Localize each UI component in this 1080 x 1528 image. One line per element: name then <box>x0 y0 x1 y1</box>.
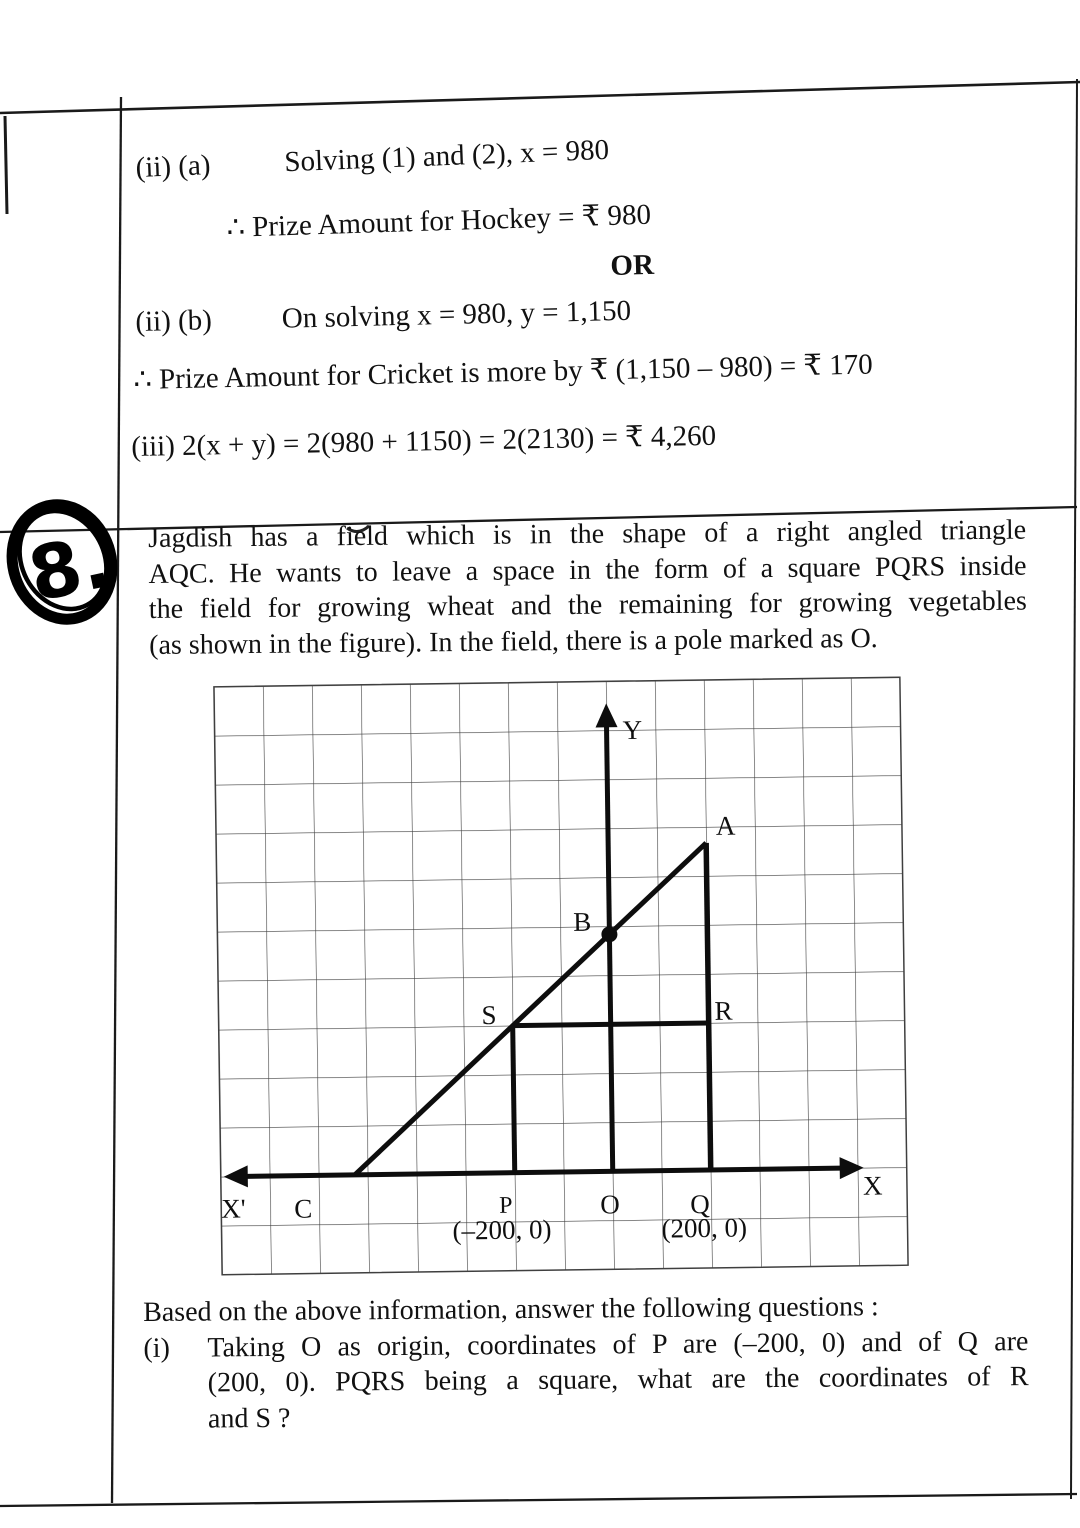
solution-row-iib-label: (ii) (b) <box>135 304 213 338</box>
solution-part-iii-line: (iii) 2(x + y) = 2(980 + 1150) = 2(2130) = ₹ 4,260 <box>131 419 717 463</box>
label-x-axis-negative: X' <box>221 1193 246 1224</box>
solution-cricket-line: ∴ Prize Amount for Cricket is more by ₹ (1,150 – 980) = ₹ 170 <box>133 348 873 396</box>
label-point-C: C <box>294 1193 313 1224</box>
question-number: 8. <box>21 518 118 619</box>
footer-questions <box>143 1288 1036 1437</box>
label-origin-O: O <box>599 1189 620 1220</box>
solution-or-label: OR <box>610 248 655 282</box>
question-number-stamp <box>0 492 127 633</box>
label-q-coordinates: (200, 0) <box>661 1212 748 1244</box>
frame-bottom-line <box>0 1494 1077 1506</box>
solution-hockey-line: ∴ Prize Amount for Hockey = ₹ 980 <box>226 198 652 244</box>
label-y-axis: Y <box>622 714 643 746</box>
frame-right-line <box>1071 79 1077 1499</box>
frame-top-line <box>0 82 1080 113</box>
label-point-R: R <box>714 995 733 1026</box>
square-top-edge-SR <box>513 1023 709 1026</box>
footer-question-i-line-3: and S ? <box>207 1402 291 1434</box>
question-line-1: Jagdish has a field which is in the shape of a right angled triangle <box>148 514 1027 554</box>
question-line-2: AQC. He wants to leave a space in the form of a square PQRS inside <box>148 550 1027 590</box>
footer-question-i-line-2: (200, 0). PQRS being a square, what are the coordinates of R <box>207 1361 1029 1399</box>
question-paragraph <box>148 513 1027 663</box>
footer-question-i-label: (i) <box>143 1332 170 1364</box>
footer-question-i <box>143 1324 1029 1437</box>
label-point-P: P <box>499 1192 513 1219</box>
solution-row-iia-label: (ii) (a) <box>135 149 212 184</box>
label-point-A: A <box>715 810 736 841</box>
question-line-4: (as shown in the figure). In the field, there is a pole marked as O. <box>149 622 878 661</box>
coordinate-figure <box>214 677 908 1275</box>
label-point-B: B <box>573 906 592 937</box>
label-p-coordinates: (–200, 0) <box>452 1214 552 1246</box>
footer-intro: Based on the above information, answer the following questions : <box>143 1291 879 1328</box>
footer-question-i-line-1: Taking O as origin, coordinates of P are (–200, 0) and of Q are <box>207 1325 1029 1363</box>
frame-column-line <box>112 97 121 1503</box>
frame-left-edge-fragment <box>5 116 7 214</box>
solution-row-iib-text: On solving x = 980, y = 1,150 <box>281 294 632 335</box>
square-left-edge-PS <box>513 1026 515 1173</box>
label-point-Q: Q <box>689 1188 710 1220</box>
graph-grid <box>214 677 908 1275</box>
solution-row-iia-text: Solving (1) and (2), x = 980 <box>283 133 610 179</box>
label-x-axis: X <box>862 1170 883 1201</box>
question-line-3: the field for growing wheat and the remaining for growing vegetables <box>148 585 1027 625</box>
label-point-S: S <box>481 999 497 1031</box>
